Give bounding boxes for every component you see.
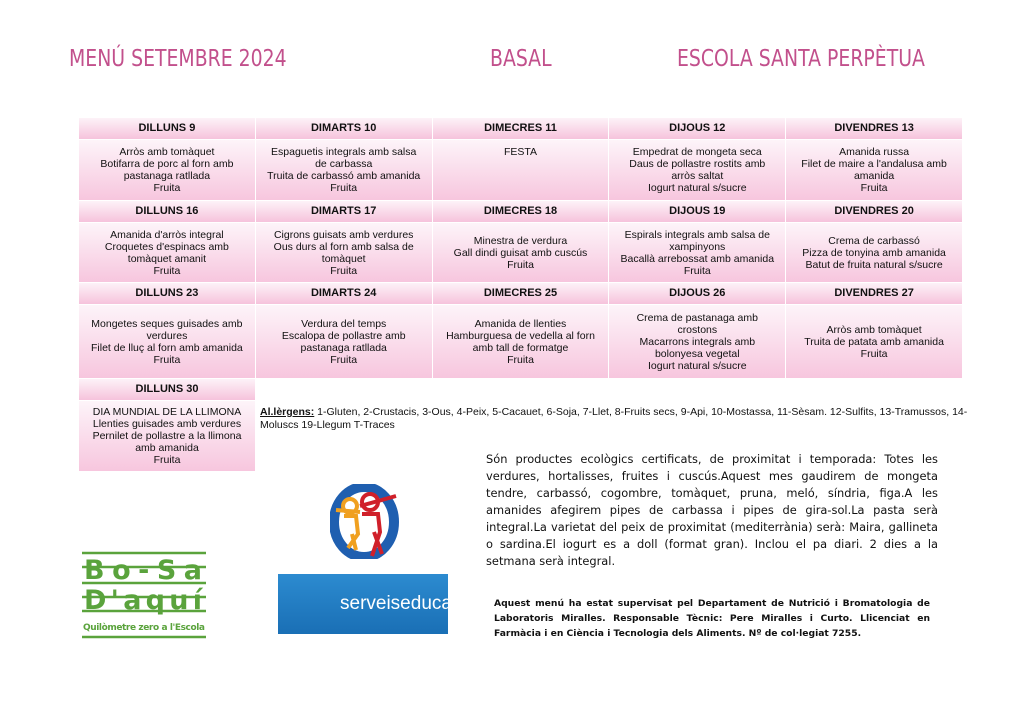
dish: Espaguetis integrals amb salsa de carbassa	[271, 146, 417, 170]
svg-text:D'aquí: D'aquí	[84, 585, 202, 616]
dish: Fruita	[330, 264, 358, 277]
day-menu	[79, 223, 255, 282]
dish: Fruita	[507, 258, 534, 271]
dish: Amanida de llenties	[474, 317, 567, 330]
day-header: DIVENDRES 27	[786, 283, 962, 304]
day-menu	[79, 140, 255, 200]
day-menu	[433, 140, 609, 200]
day-menu	[256, 305, 432, 378]
day-header: DIVENDRES 20	[786, 201, 962, 222]
day-header: DIMARTS 10	[256, 118, 432, 139]
menu-title: MENÚ SETEMBRE 2024	[69, 46, 287, 72]
dish: Daus de pollastre rostits amb arròs saltat	[629, 158, 766, 182]
dish: FESTA	[503, 146, 538, 158]
dish: Minestra de verdura	[473, 234, 568, 247]
dish: Cigrons guisats amb verdures	[273, 228, 414, 241]
diet-label: BASAL	[490, 46, 552, 72]
dish: Gall dindi guisat amb cuscús	[453, 246, 588, 259]
dish: DIA MUNDIAL DE LA LLIMONA	[92, 406, 242, 418]
day-menu	[786, 305, 962, 378]
day-header: DIMECRES 18	[433, 201, 609, 222]
week-header-row	[79, 379, 963, 400]
day-header: DILLUNS 16	[79, 201, 255, 222]
week-menu-row	[79, 140, 963, 200]
dish: Espirals integrals amb salsa de xampinyons	[624, 228, 770, 253]
dish: Fruita	[330, 182, 358, 194]
dish: Iogurt natural s/sucre	[647, 182, 747, 194]
dish: Fruita	[153, 182, 181, 194]
day-menu	[609, 223, 785, 282]
eco-products-text: Són productes ecològics certificats, de proximitat i temporada: Totes les verdures, hortalisses, fruites i cuscús.Aquest mes gaudirem de mongeta tendre, carbassó, cogombre, tomàquet, pruna, meló, síndria, figa.A les amanides afegirem pipes de carbassa i pipes de gira-sol.La pasta serà integral.La varietat del peix de proximitat (mediterrània) serà: Maira, gallineta o sardina.El iogurt es a doll (format gran). Inclou el pa diari. 2 dies a la setmana serà integral.	[486, 452, 938, 568]
dish: Filet de maire a l'andalusa amb amanida	[801, 158, 947, 182]
day-header: DIJOUS 26	[609, 283, 785, 304]
children-figures-logo	[330, 484, 400, 559]
day-header: DIMARTS 17	[256, 201, 432, 222]
week-menu-row	[79, 223, 963, 282]
dish: Verdura del temps	[301, 317, 387, 330]
dish: Hamburguesa de vedella al forn amb tall de formatge	[446, 329, 595, 354]
dish: Fruita	[860, 182, 888, 194]
bosa-daqui-logo	[82, 545, 206, 640]
dish: Mongetes seques guisades amb verdures	[91, 317, 243, 342]
dish: Croquetes d'espinacs amb tomàquet amanit	[104, 240, 229, 265]
day-header: DIJOUS 19	[609, 201, 785, 222]
day-menu	[786, 223, 962, 282]
dish: Amanida d'arròs integral	[110, 228, 224, 241]
day-menu	[609, 305, 785, 378]
dish: Fruita	[153, 353, 181, 366]
week-header-row	[79, 118, 963, 139]
day-menu	[786, 140, 962, 200]
day-header: DIMECRES 11	[433, 118, 609, 139]
week-header-row	[79, 283, 963, 304]
day-menu	[609, 140, 785, 200]
dish: Filet de lluç al forn amb amanida	[91, 341, 243, 354]
serveis-educatius-logo	[278, 574, 482, 634]
dish: Fruita	[860, 347, 888, 360]
dish: Truita de carbassó amb amanida	[267, 170, 421, 182]
day-menu	[256, 223, 432, 282]
week-menu-row	[79, 305, 963, 378]
serveis-educatius-text: serveiseducatius	[340, 593, 482, 614]
dish: Fruita	[683, 264, 711, 277]
dish: Fruita	[507, 353, 534, 366]
dish: Amanida russa	[839, 146, 910, 158]
dish: Fruita	[330, 353, 358, 366]
dish: Crema de carbassó	[828, 234, 920, 247]
svg-text:Bo-Sa: Bo-Sa	[84, 555, 202, 586]
dish: Truita de patata amb amanida	[804, 335, 944, 348]
allergens-list: 1-Gluten, 2-Crustacis, 3-Ous, 4-Peix, 5-Cacauet, 6-Soja, 7-Llet, 8-Fruits secs, 9-Api, 10-Mostassa, 11-Sèsam. 12-Sulfits, 13-Tramussos, 14-Moluscs 19-Llegum T-Traces	[260, 406, 968, 431]
allergens-label: Al.lèrgens:	[260, 406, 315, 418]
dish: Escalopa de pollastre amb pastanaga ratllada	[281, 329, 406, 354]
allergens-note	[260, 406, 980, 432]
dish: Pernilet de pollastre a la llimona amb amanida	[92, 430, 242, 454]
dish: Llenties guisades amb verdures	[92, 418, 242, 430]
green-logo-tagline: Quilòmetre zero a l'Escola	[83, 623, 205, 633]
day-menu	[433, 223, 609, 282]
dish: Empedrat de mongeta seca	[632, 146, 762, 158]
dish: Bacallà arrebossat amb amanida	[620, 252, 775, 265]
school-name: ESCOLA SANTA PERPÈTUA	[677, 46, 925, 72]
dish: Iogurt natural s/sucre	[647, 359, 747, 372]
week-header-row	[79, 201, 963, 222]
supervision-text: Aquest menú ha estat supervisat pel Departament de Nutrició i Bromatologia de Laboratoris Miralles. Responsable Tècnic: Pere Miralles i Curto. Llicenciat en Farmàcia i en Ciència i Tecnologia dels Aliments. Nº de col·legiat 7255.	[494, 598, 930, 639]
day-header: DIMARTS 24	[256, 283, 432, 304]
day-menu	[433, 305, 609, 378]
dish: Crema de pastanaga amb crostons	[636, 311, 758, 336]
dish: Fruita	[153, 454, 181, 466]
day-menu	[79, 401, 255, 471]
dish: Arròs amb tomàquet	[826, 323, 922, 336]
day-header: DILLUNS 23	[79, 283, 255, 304]
dish: Arròs amb tomàquet	[119, 146, 215, 158]
day-menu	[79, 305, 255, 378]
day-header: DIVENDRES 13	[786, 118, 962, 139]
dish: Botifarra de porc al forn amb pastanaga ratllada	[100, 158, 234, 182]
day-header: DIMECRES 25	[433, 283, 609, 304]
day-menu	[256, 140, 432, 200]
dish: Ous durs al forn amb salsa de tomàquet	[273, 240, 414, 265]
dish: Batut de fruita natural s/sucre	[805, 258, 943, 271]
day-header: DILLUNS 30	[79, 379, 255, 400]
dish: Fruita	[153, 264, 181, 277]
dish: Macarrons integrals amb bolonyesa vegetal	[639, 335, 756, 360]
day-header: DIJOUS 12	[609, 118, 785, 139]
day-header: DILLUNS 9	[79, 118, 255, 139]
dish: Pizza de tonyina amb amanida	[802, 246, 946, 259]
